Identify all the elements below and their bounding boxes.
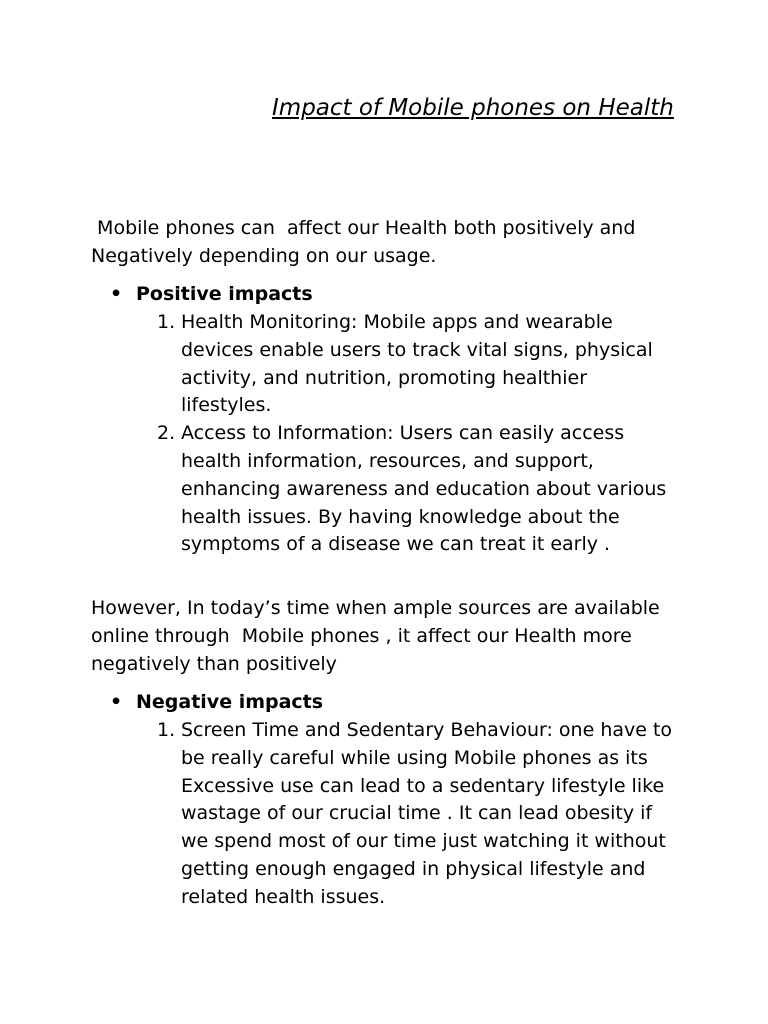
document-title: Impact of Mobile phones on Health [272, 95, 674, 121]
list-item-number: 1. [157, 311, 176, 333]
intro-paragraph: Mobile phones can affect our Health both positively and Negatively depending on our usage. [91, 217, 642, 267]
list-item-number: 1. [157, 719, 176, 741]
list-item [157, 717, 681, 912]
list-item-text: Access to Information: Users can easily access health information, resources, and support, enhancing awareness and education about various health issues. By having knowledge about the symptoms of a disease we can treat it early . [181, 422, 667, 556]
positive-impacts-heading [110, 281, 313, 309]
negative-impacts-label: Negative impacts [136, 691, 324, 713]
positive-impacts-list [157, 309, 681, 559]
list-item-text: Screen Time and Sedentary Behaviour: one have to be really careful while using Mobile phones as its Excessive use can lead to a sedentary lifestyle like wastage of our crucial time . It can lead obesity if we spend most of our time just watching it without getting enough engaged in physical lifestyle and related health issues. [181, 719, 673, 908]
list-item-number: 2. [157, 422, 176, 445]
negative-impacts-heading [110, 689, 323, 717]
positive-impacts-label: Positive impacts [136, 283, 313, 305]
list-item [157, 420, 681, 559]
bullet-icon: • [110, 283, 123, 305]
bullet-icon: • [110, 691, 123, 713]
list-item-text: Health Monitoring: Mobile apps and wearable devices enable users to track vital signs, physical activity, and nutrition, promoting healthier lifestyles. [181, 311, 653, 417]
negative-impacts-list [157, 717, 681, 912]
however-paragraph: However, In today’s time when ample sources are available online through Mobile phones , it affect our Health more negatively than positively [91, 597, 666, 675]
list-item [157, 309, 681, 420]
